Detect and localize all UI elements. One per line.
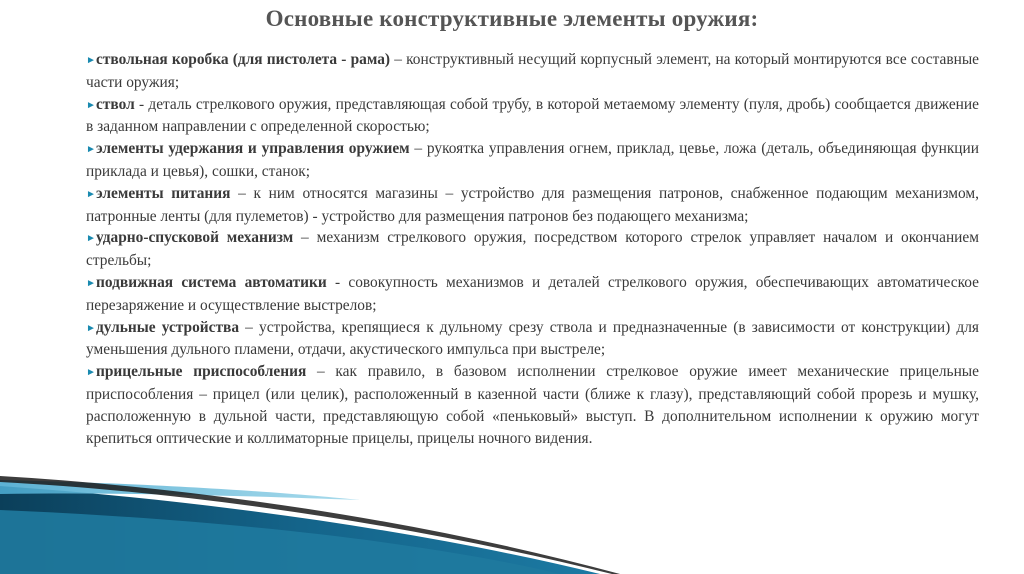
list-item (86, 138, 979, 183)
item-term: элементы питания (96, 184, 231, 202)
slide-title: Основные конструктивные элементы оружия: (265, 6, 759, 31)
small-triangle-bullet-icon: ► (86, 99, 96, 111)
item-term: ударно-спусковой механизм (96, 229, 294, 247)
list-item (86, 49, 979, 94)
item-term: ствольная коробка (для пистолета - рама) (96, 51, 391, 68)
list-item (86, 183, 979, 228)
small-triangle-bullet-icon: ► (86, 55, 96, 66)
bullet-list (86, 49, 979, 449)
item-text: - деталь стрелкового оружия, представляющая собой трубу, в которой метаемому элементу (пуля, дробь) сообщается движение в заданном направлении с определенной скоростью; (86, 95, 979, 136)
small-triangle-bullet-icon: ► (86, 144, 96, 156)
small-triangle-bullet-icon: ► (86, 233, 96, 245)
small-triangle-bullet-icon: ► (86, 322, 96, 334)
item-text: – к ним относятся магазины – устройство для размещения патронов, снабженное подающим механизмом, патронные ленты (для пулеметов) - устройство для размещения патронов без подающего механизма; (86, 184, 979, 225)
item-term: дульные устройства (96, 318, 240, 336)
item-text: – устройства, крепящиеся к дульному срезу ствола и предназначенные (в зависимости от конструкции) для уменьшения дульного пламени, отдачи, акустического импульса при выстреле; (86, 318, 979, 359)
item-text: – конструктивный несущий корпусный элемент, на который монтируются все составные части оружия; (86, 51, 980, 91)
item-text: – рукоятка управления огнем, приклад, цевье, ложа (деталь, объединяющая функции приклада и цевья), сошки, станок; (86, 140, 980, 180)
list-item (86, 94, 979, 139)
item-term: элементы удержания и управления оружием (96, 140, 410, 158)
list-item (86, 361, 979, 449)
item-term: ствол (96, 95, 135, 113)
item-term: подвижная система автоматики (96, 273, 327, 291)
list-item (86, 272, 979, 317)
item-term: прицельные приспособления (96, 363, 307, 381)
small-triangle-bullet-icon: ► (86, 277, 96, 289)
small-triangle-bullet-icon: ► (86, 367, 96, 379)
list-item (86, 317, 979, 362)
item-text: – механизм стрелкового оружия, посредством которого стрелок управляет началом и окончанием стрельбы; (86, 229, 979, 270)
list-item (86, 227, 979, 272)
item-text: - совокупность механизмов и деталей стрелкового оружия, обеспечивающих автоматическое перезаряжение и осуществление выстрелов; (86, 273, 980, 314)
small-triangle-bullet-icon: ► (86, 188, 96, 200)
item-text: – как правило, в базовом исполнении стрелковое оружие имеет механические прицельные приспособления – прицел (или целик), расположенный в казенной части (ближе к глазу), представляющий собой прорезь и мушку, расположенную в дульной части, представляющую собой «пеньковый» выступ. В дополнительном исполнении к оружию могут крепиться оптические и коллиматорные прицелы, прицелы ночного видения. (86, 363, 979, 447)
